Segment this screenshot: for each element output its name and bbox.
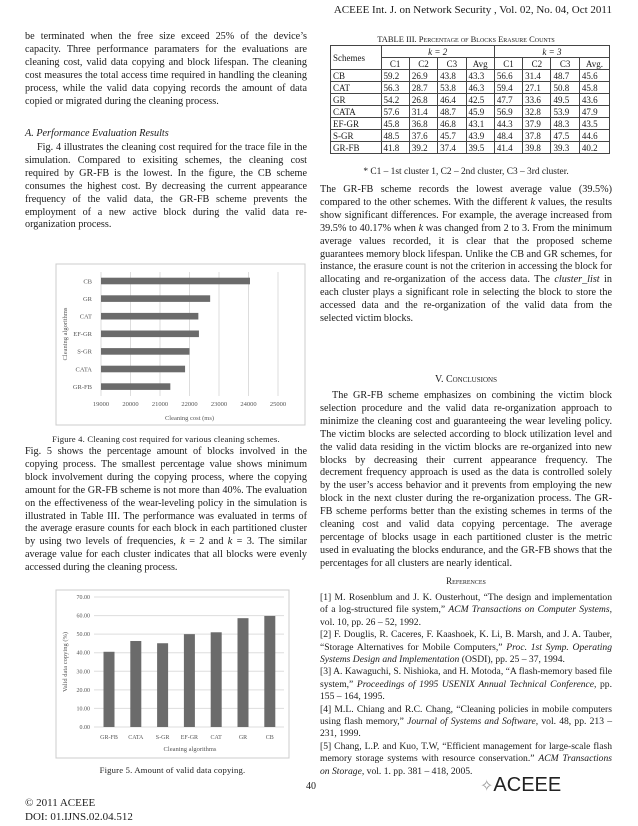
y-axis-title: Valid data copying (%) bbox=[62, 631, 69, 693]
table-cell: CATA bbox=[331, 106, 382, 118]
y-axis-title: Cleaning algorithms bbox=[62, 307, 69, 361]
table-cell: 45.6 bbox=[579, 70, 609, 82]
erasure-counts-table bbox=[330, 45, 610, 154]
y-tick-label: 60.00 bbox=[76, 613, 90, 620]
table-footnote: * C1 – 1st cluster 1, C2 – 2nd cluster, C3 – 3rd cluster. bbox=[363, 167, 569, 177]
table-header: Avg. bbox=[579, 58, 609, 70]
x-tick-label: 20000 bbox=[122, 401, 139, 408]
table-cell: 59.2 bbox=[381, 70, 409, 82]
running-header: ACEEE Int. J. on Network Security , Vol. 02, No. 04, Oct 2011 bbox=[333, 4, 612, 16]
table-cell: 45.7 bbox=[438, 130, 466, 142]
y-tick-label: 30.00 bbox=[76, 669, 90, 676]
table-cell: 31.4 bbox=[523, 70, 551, 82]
x-axis-title: Cleaning algorithms bbox=[163, 746, 217, 753]
table-cell: 54.2 bbox=[381, 94, 409, 106]
y-tick-label: 40.00 bbox=[76, 650, 90, 657]
table-cell: 48.7 bbox=[438, 106, 466, 118]
paragraph: The GR-FB scheme emphasizes on combining the victim block selection procedure and the valid data re-organization approach to minimize the cleaning cost and guaranteeing the wear leveling policy. The victim blocks are selected according to block utilization level and the valid data residing in the victim blocks are re-organized into new blocks by decreasing their current appearance frequency. The decrement frequency approach is used as the data is controlled solely by the user’s access behavior and it prevents from employing the new block in the next cluster during the re-organization process. The GR-FB scheme performs better than the existing schemes in terms of the cleaning cost and valid data copying percentage. The average percentage of blocks usage in each partitioned cluster is the metric used in evaluating the blocks endurance, and the GR-FB shows that the percentages for all clusters are nearly identical. bbox=[320, 390, 612, 569]
references-heading: References bbox=[446, 576, 486, 586]
table-header: C1 bbox=[494, 58, 522, 70]
y-tick-label: 10.00 bbox=[76, 706, 90, 713]
table-cell: 53.9 bbox=[551, 106, 579, 118]
table-row bbox=[331, 142, 610, 154]
table-cell: 46.3 bbox=[466, 82, 494, 94]
x-tick-label: 23000 bbox=[210, 401, 228, 408]
x-tick-label: 21000 bbox=[151, 401, 169, 408]
table-cell: 28.7 bbox=[409, 82, 437, 94]
x-tick-label: GR-FB bbox=[100, 735, 118, 741]
table-cell: CAT bbox=[331, 82, 382, 94]
bar-cat bbox=[211, 632, 222, 727]
star-icon: ✧ bbox=[480, 778, 494, 795]
table-cell: 56.9 bbox=[494, 106, 522, 118]
table-cell: 37.4 bbox=[438, 142, 466, 154]
x-tick-label: CATA bbox=[128, 735, 144, 741]
reference-item: [2] F. Douglis, R. Caceres, F. Kaashoek, K. Li, B. Marsh, and J. A. Tauber, “Storage Alternatives for Mobile Computers,” Proc. 1st Symp. Operating Systems Design and Implementation (OSDI), pp. 25 – 37, 1994. bbox=[320, 629, 612, 666]
table-cell: 44.3 bbox=[494, 118, 522, 130]
doi: DOI: 01.IJNS.02.04.512 bbox=[25, 811, 133, 823]
figure-4-caption: Figure 4. Cleaning cost required for various cleaning schemes. bbox=[52, 434, 280, 444]
table-cell: 39.8 bbox=[523, 142, 551, 154]
figure-5-caption: Figure 5. Amount of valid data copying. bbox=[99, 765, 246, 775]
section-heading: A. Performance Evaluation Results bbox=[25, 128, 169, 139]
x-tick-label: S-GR bbox=[155, 735, 170, 741]
bar-cb bbox=[264, 616, 275, 727]
reference-item: [1] M. Rosenblum and J. K. Ousterhout, “The design and implementation of a log-structured file system,” ACM Transactions on Computer Systems, vol. 10, pp. 26 – 52, 1992. bbox=[320, 592, 612, 628]
y-tick-label: S-GR bbox=[77, 348, 92, 356]
table-cell: GR-FB bbox=[331, 142, 382, 154]
table-cell: 42.5 bbox=[466, 94, 494, 106]
table-cell: 49.5 bbox=[551, 94, 579, 106]
copyright: © 2011 ACEEE bbox=[25, 797, 96, 809]
table-cell: 43.1 bbox=[466, 118, 494, 130]
table-cell: 48.3 bbox=[551, 118, 579, 130]
table-row bbox=[331, 106, 610, 118]
x-tick-label: 25000 bbox=[269, 401, 287, 408]
x-axis-title: Cleaning cost (ms) bbox=[164, 415, 215, 422]
paragraph: The GR-FB scheme records the lowest average value (39.5%) compared to the other schemes. With the different k values, the results show significant differences. For example, the average increased from 39.5% to 40.17% when k was changed from 2 to 3. From the minimum average values recorded, it is clear that the proposed scheme guarantees memory block lifespan. Unlike the CB and GR schemes, for instance, the erasure count is not the criterion in accessing the block for allocating and re-organization of the access data. The cluster_list in each cluster plays a significant role in selecting the block to store the accessed data and the re-organization of the valid data from the selected victim blocks. bbox=[320, 184, 612, 325]
y-tick-label: GR bbox=[82, 295, 92, 303]
paragraph: be terminated when the free size exceed 25% of the device’s capacity. Three performance paramaters for the evaluations are cleaning cost, valid data copying and block lifespan. The cleaning cost measures the total access time required in handling the cleaning process, while the valid data copying records the amount of data copied or migrated during the cleaning process. bbox=[25, 31, 307, 107]
table-cell: 47.9 bbox=[579, 106, 609, 118]
table-cell: 43.5 bbox=[579, 118, 609, 130]
table-header: C2 bbox=[523, 58, 551, 70]
y-tick-label: CAT bbox=[79, 313, 92, 321]
table-cell: 45.8 bbox=[381, 118, 409, 130]
table-header: C2 bbox=[409, 58, 437, 70]
table-cell: 31.4 bbox=[409, 106, 437, 118]
y-tick-label: GR-FB bbox=[72, 383, 92, 391]
table-cell: 32.8 bbox=[523, 106, 551, 118]
table-cell: 40.2 bbox=[579, 142, 609, 154]
y-tick-label: 50.00 bbox=[76, 632, 90, 639]
reference-item: [3] A. Kawaguchi, S. Nishioka, and H. Motoda, “A flash-memory based file system,” Proceedings of 1995 USENIX Annual Technical Conference, pp. 155 – 164, 1995. bbox=[320, 666, 612, 703]
table-header: C1 bbox=[381, 58, 409, 70]
table-cell: 53.8 bbox=[438, 82, 466, 94]
table-cell: 48.7 bbox=[551, 70, 579, 82]
table-cell: 37.6 bbox=[409, 130, 437, 142]
section-heading: V. Conclusions bbox=[435, 374, 497, 385]
x-tick-label: 24000 bbox=[240, 401, 257, 408]
table-cell: 43.9 bbox=[466, 130, 494, 142]
table-row bbox=[331, 94, 610, 106]
y-tick-label: CB bbox=[83, 278, 92, 286]
reference-list bbox=[320, 592, 612, 778]
table-row bbox=[331, 118, 610, 130]
table-cell: 37.8 bbox=[523, 130, 551, 142]
table-cell: 48.4 bbox=[494, 130, 522, 142]
table-cell: 39.3 bbox=[551, 142, 579, 154]
paragraph: Fig. 4 illustrates the cleaning cost required for the trace file in the simulation. Compared to exisiting schemes, the cleaning cost required by GR-FB is the lowest. In the figure, the CB scheme consumes the highest cost. By decreasing the current appearance frequency of the valid data, the GR-FB scheme prevents the employment of a new active block during the valid data re-organization process. bbox=[25, 142, 307, 231]
table-header: k = 3 bbox=[494, 46, 609, 58]
aceee-logo: ✧ACEEE bbox=[480, 774, 562, 796]
y-tick-label: 70.00 bbox=[76, 595, 90, 601]
table-cell: 43.6 bbox=[579, 94, 609, 106]
table-cell: 27.1 bbox=[523, 82, 551, 94]
table-cell: 41.8 bbox=[381, 142, 409, 154]
table-cell: S-GR bbox=[331, 130, 382, 142]
x-tick-label: 19000 bbox=[92, 401, 110, 408]
bar-gr bbox=[238, 618, 249, 727]
table-cell: 56.3 bbox=[381, 82, 409, 94]
bar-cata bbox=[130, 641, 141, 727]
bar-ef-gr bbox=[184, 634, 195, 727]
table-header: C3 bbox=[551, 58, 579, 70]
table-cell: 36.8 bbox=[409, 118, 437, 130]
table-row bbox=[331, 130, 610, 142]
table-cell: 47.5 bbox=[551, 130, 579, 142]
table-cell: 26.9 bbox=[409, 70, 437, 82]
y-tick-label: EF-GR bbox=[73, 331, 92, 339]
table-cell: 46.4 bbox=[438, 94, 466, 106]
table-cell: 45.8 bbox=[579, 82, 609, 94]
table-cell: 56.6 bbox=[494, 70, 522, 82]
table-cell: GR bbox=[331, 94, 382, 106]
table-header: k = 2 bbox=[381, 46, 494, 58]
table-cell: 44.6 bbox=[579, 130, 609, 142]
table-cell: 33.6 bbox=[523, 94, 551, 106]
table-cell: 48.5 bbox=[381, 130, 409, 142]
table-cell: 47.7 bbox=[494, 94, 522, 106]
table-cell: 39.5 bbox=[466, 142, 494, 154]
reference-item: [5] Chang, L.P. and Kuo, T.W, “Efficient management for large-scale flash memory storage systems with resource conservation.” ACM Transactions on Storage, vol. 1. pp. 381 – 418, 2005. bbox=[320, 740, 612, 777]
reference-item: [4] M.L. Chiang and R.C. Chang, “Cleaning policies in mobile computers using flash memory,” Journal of Systems and Software, vol. 48, pp. 213 – 231, 1999. bbox=[320, 703, 613, 740]
table-cell: 46.8 bbox=[438, 118, 466, 130]
x-tick-label: CB bbox=[265, 735, 274, 741]
paragraph: Fig. 5 shows the percentage amount of blocks involved in the copying process. The smallest percentage value shows minimum block involvement during the copying process, where the copying amount for the GR-FB scheme is not more than 40%. The evaluation on the effectiveness of the wear-leveling policy in the simulation is illustrated in Table III. The performance was evaluated in terms of the average erasure counts for each block in each partitioned cluster by using two levels of frequencies, k = 2 and k = 3. The similar average value for each cluster indicates that all blocks were evenly accessed during the cleaning process. bbox=[25, 446, 307, 574]
table-cell: 26.8 bbox=[409, 94, 437, 106]
x-tick-label: GR bbox=[238, 735, 248, 741]
x-tick-label: CAT bbox=[210, 735, 222, 741]
table-cell: 41.4 bbox=[494, 142, 522, 154]
table-cell: 43.3 bbox=[466, 70, 494, 82]
x-tick-label: EF-GR bbox=[180, 735, 199, 741]
x-tick-label: 22000 bbox=[181, 401, 198, 408]
table-cell: 57.6 bbox=[381, 106, 409, 118]
table-cell: EF-GR bbox=[331, 118, 382, 130]
table-cell: CB bbox=[331, 70, 382, 82]
table-row bbox=[331, 70, 610, 82]
bar-gr-fb bbox=[104, 652, 115, 727]
table-header: Avg bbox=[466, 58, 494, 70]
table-cell: 50.8 bbox=[551, 82, 579, 94]
y-tick-label: 0.00 bbox=[79, 725, 90, 731]
table-header: Schemes bbox=[331, 46, 382, 70]
table-cell: 39.2 bbox=[409, 142, 437, 154]
y-tick-label: CATA bbox=[75, 366, 92, 374]
table-row bbox=[331, 82, 610, 94]
table-cell: 59.4 bbox=[494, 82, 522, 94]
bar-s-gr bbox=[157, 643, 168, 727]
table-cell: 37.9 bbox=[523, 118, 551, 130]
table-title: TABLE III. Percentage of Blocks Erasure Counts bbox=[377, 34, 555, 44]
table-cell: 45.9 bbox=[466, 106, 494, 118]
table-cell: 43.8 bbox=[438, 70, 466, 82]
page-number: 40 bbox=[306, 781, 316, 792]
table-header: C3 bbox=[438, 58, 466, 70]
y-tick-label: 20.00 bbox=[76, 687, 90, 694]
